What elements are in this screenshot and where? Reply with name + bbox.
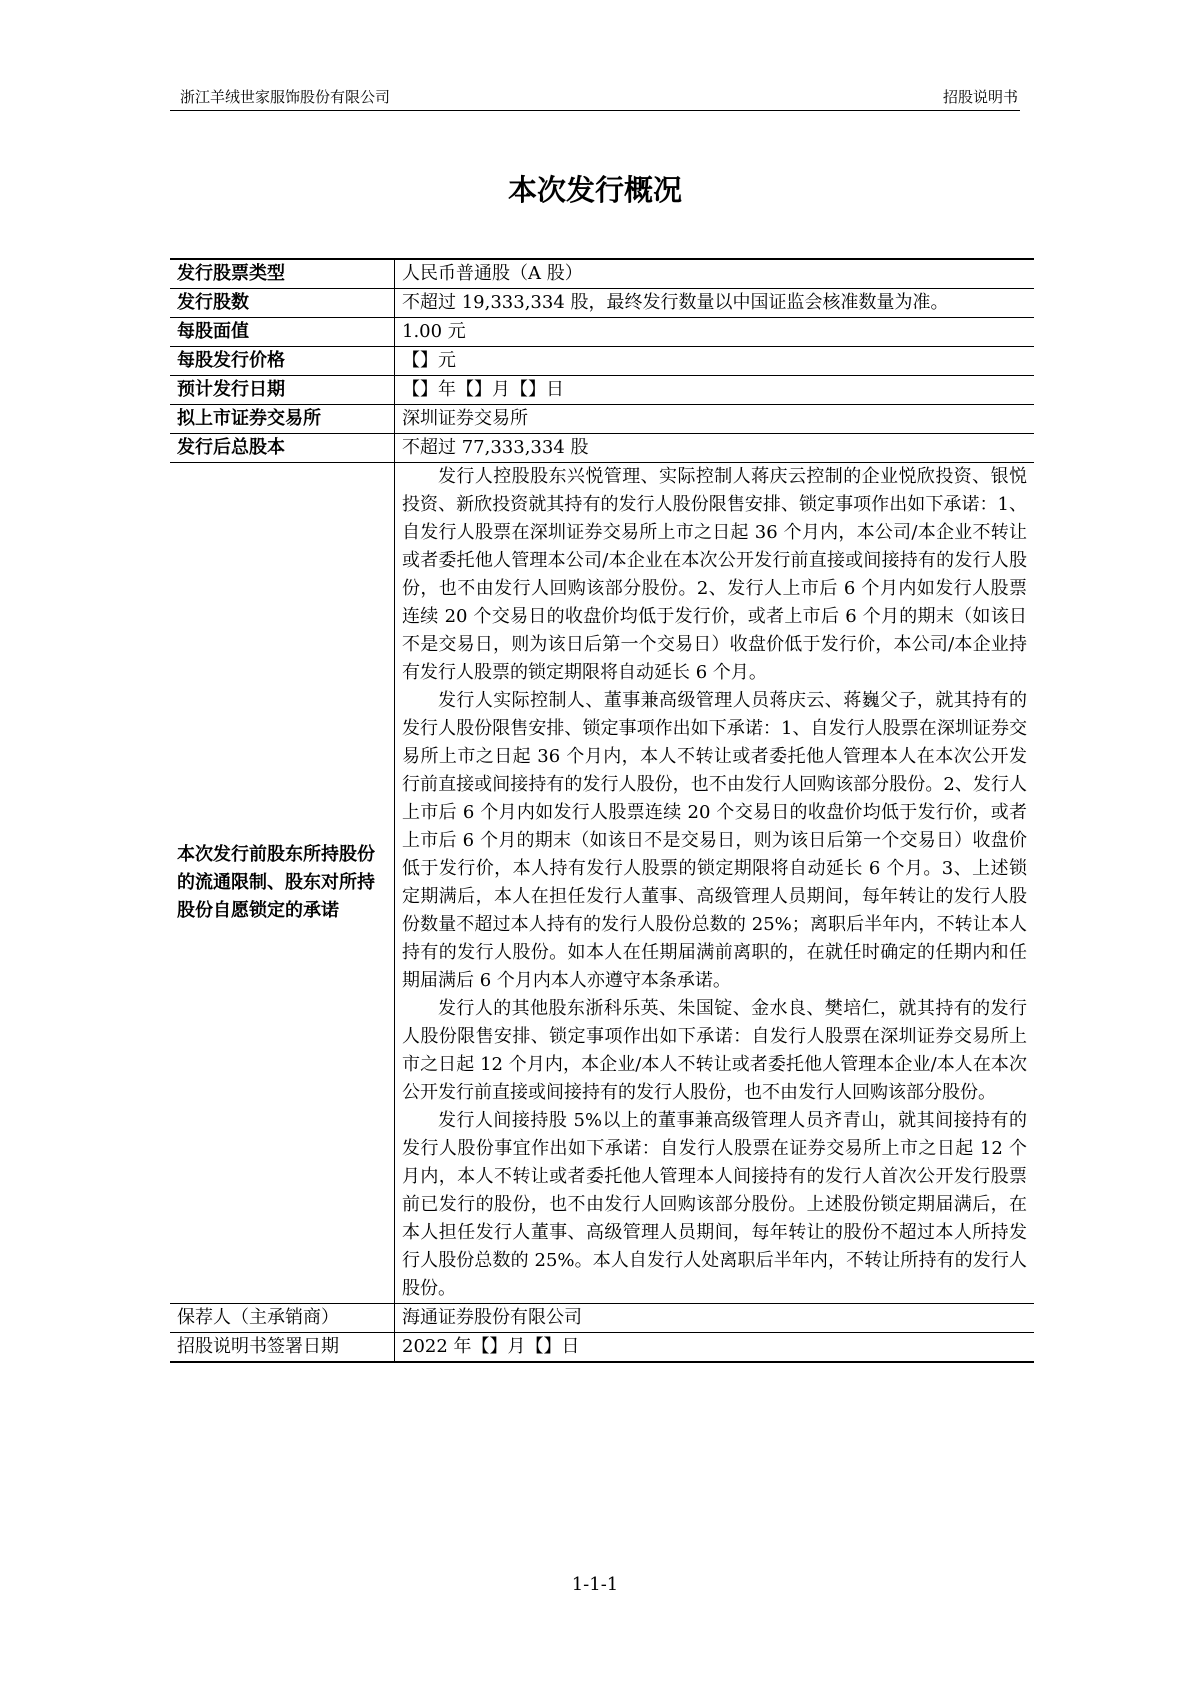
table-row [170, 1333, 1034, 1363]
lockup-paragraph: 发行人控股股东兴悦管理、实际控制人蒋庆云控制的企业悦欣投资、银悦投资、新欣投资就其持有的发行人股份限售安排、锁定事项作出如下承诺：1、自发行人股票在深圳证券交易所上市之日起 36 个月内，本公司/本企业不转让或者委托他人管理本公司/本企业在本次公开发行前直接或间接持有的发行人股份，也不由发行人回购该部分股份。2、发行人上市后 6 个月内如发行人股票连续 20 个交易日的收盘价均低于发行价，或者上市后 6 个月的期末（如该日不是交易日，则为该日后第一个交易日）收盘价低于发行价，本公司/本企业持有发行人股票的锁定期限将自动延长 6 个月。 [402, 466, 1027, 683]
page-title: 本次发行概况 [507, 173, 682, 207]
offering-overview-table [170, 258, 1034, 1363]
row-label: 发行股数 [170, 289, 395, 318]
header-doc-type: 招股说明书 [942, 88, 1018, 106]
page-header [170, 84, 1020, 111]
row-value: 不超过 77,333,334 股 [395, 434, 1035, 463]
lockup-label: 本次发行前股东所持股份的流通限制、股东对所持股份自愿锁定的承诺 [170, 463, 395, 1304]
table-row [170, 259, 1034, 289]
row-value: 海通证券股份有限公司 [395, 1304, 1035, 1333]
row-label: 每股面值 [170, 318, 395, 347]
lockup-row [170, 463, 1034, 1304]
row-label: 拟上市证券交易所 [170, 405, 395, 434]
table-row [170, 434, 1034, 463]
row-label: 保荐人（主承销商） [170, 1304, 395, 1333]
row-value: 深圳证券交易所 [395, 405, 1035, 434]
row-value: 【】元 [395, 347, 1035, 376]
table-row [170, 347, 1034, 376]
lockup-paragraph: 发行人的其他股东浙科乐英、朱国锭、金水良、樊培仁，就其持有的发行人股份限售安排、锁定事项作出如下承诺：自发行人股票在深圳证券交易所上市之日起 12 个月内，本企业/本人不转让或者委托他人管理本企业/本人在本次公开发行前直接或间接持有的发行人股份，也不由发行人回购该部分股份。 [402, 998, 1027, 1103]
lockup-paragraph: 发行人间接持股 5%以上的董事兼高级管理人员齐青山，就其间接持有的发行人股份事宜作出如下承诺：自发行人股票在证券交易所上市之日起 12 个月内，本人不转让或者委托他人管理本人间接持有的发行人首次公开发行股票前已发行的股份，也不由发行人回购该部分股份。上述股份锁定期届满后，在本人担任发行人董事、高级管理人员期间，每年转让的股份不超过本人所持发行人股份总数的 25%。本人自发行人处离职后半年内，不转让所持有的发行人股份。 [402, 1110, 1027, 1299]
row-label: 发行股票类型 [170, 259, 395, 289]
row-value: 1.00 元 [395, 318, 1035, 347]
lockup-content [395, 463, 1035, 1304]
row-value: 人民币普通股（A 股） [395, 259, 1035, 289]
row-value: 2022 年【】月【】日 [395, 1333, 1035, 1363]
row-label: 预计发行日期 [170, 376, 395, 405]
table-row [170, 1304, 1034, 1333]
table-row [170, 318, 1034, 347]
row-label: 招股说明书签署日期 [170, 1333, 395, 1363]
row-label: 发行后总股本 [170, 434, 395, 463]
table-row [170, 289, 1034, 318]
row-label: 每股发行价格 [170, 347, 395, 376]
header-company: 浙江羊绒世家服饰股份有限公司 [180, 88, 391, 106]
table-row [170, 376, 1034, 405]
lockup-paragraph: 发行人实际控制人、董事兼高级管理人员蒋庆云、蒋巍父子，就其持有的发行人股份限售安排、锁定事项作出如下承诺：1、自发行人股票在深圳证券交易所上市之日起 36 个月内，本人不转让或者委托他人管理本人在本次公开发行前直接或间接持有的发行人股份，也不由发行人回购该部分股份。2、发行人上市后 6 个月内如发行人股票连续 20 个交易日的收盘价均低于发行价，或者上市后 6 个月的期末（如该日不是交易日，则为该日后第一个交易日）收盘价低于发行价，本人持有发行人股票的锁定期限将自动延长 6 个月。3、上述锁定期满后，本人在担任发行人董事、高级管理人员期间，每年转让的发行人股份数量不超过本人持有的发行人股份总数的 25%；离职后半年内，不转让本人持有的发行人股份。如本人在任期届满前离职的，在就任时确定的任期内和任期届满后 6 个月内本人亦遵守本条承诺。 [402, 690, 1027, 991]
row-value: 【】年【】月【】日 [395, 376, 1035, 405]
page-number: 1-1-1 [571, 1574, 619, 1595]
row-value: 不超过 19,333,334 股，最终发行数量以中国证监会核准数量为准。 [395, 289, 1035, 318]
table-row [170, 405, 1034, 434]
